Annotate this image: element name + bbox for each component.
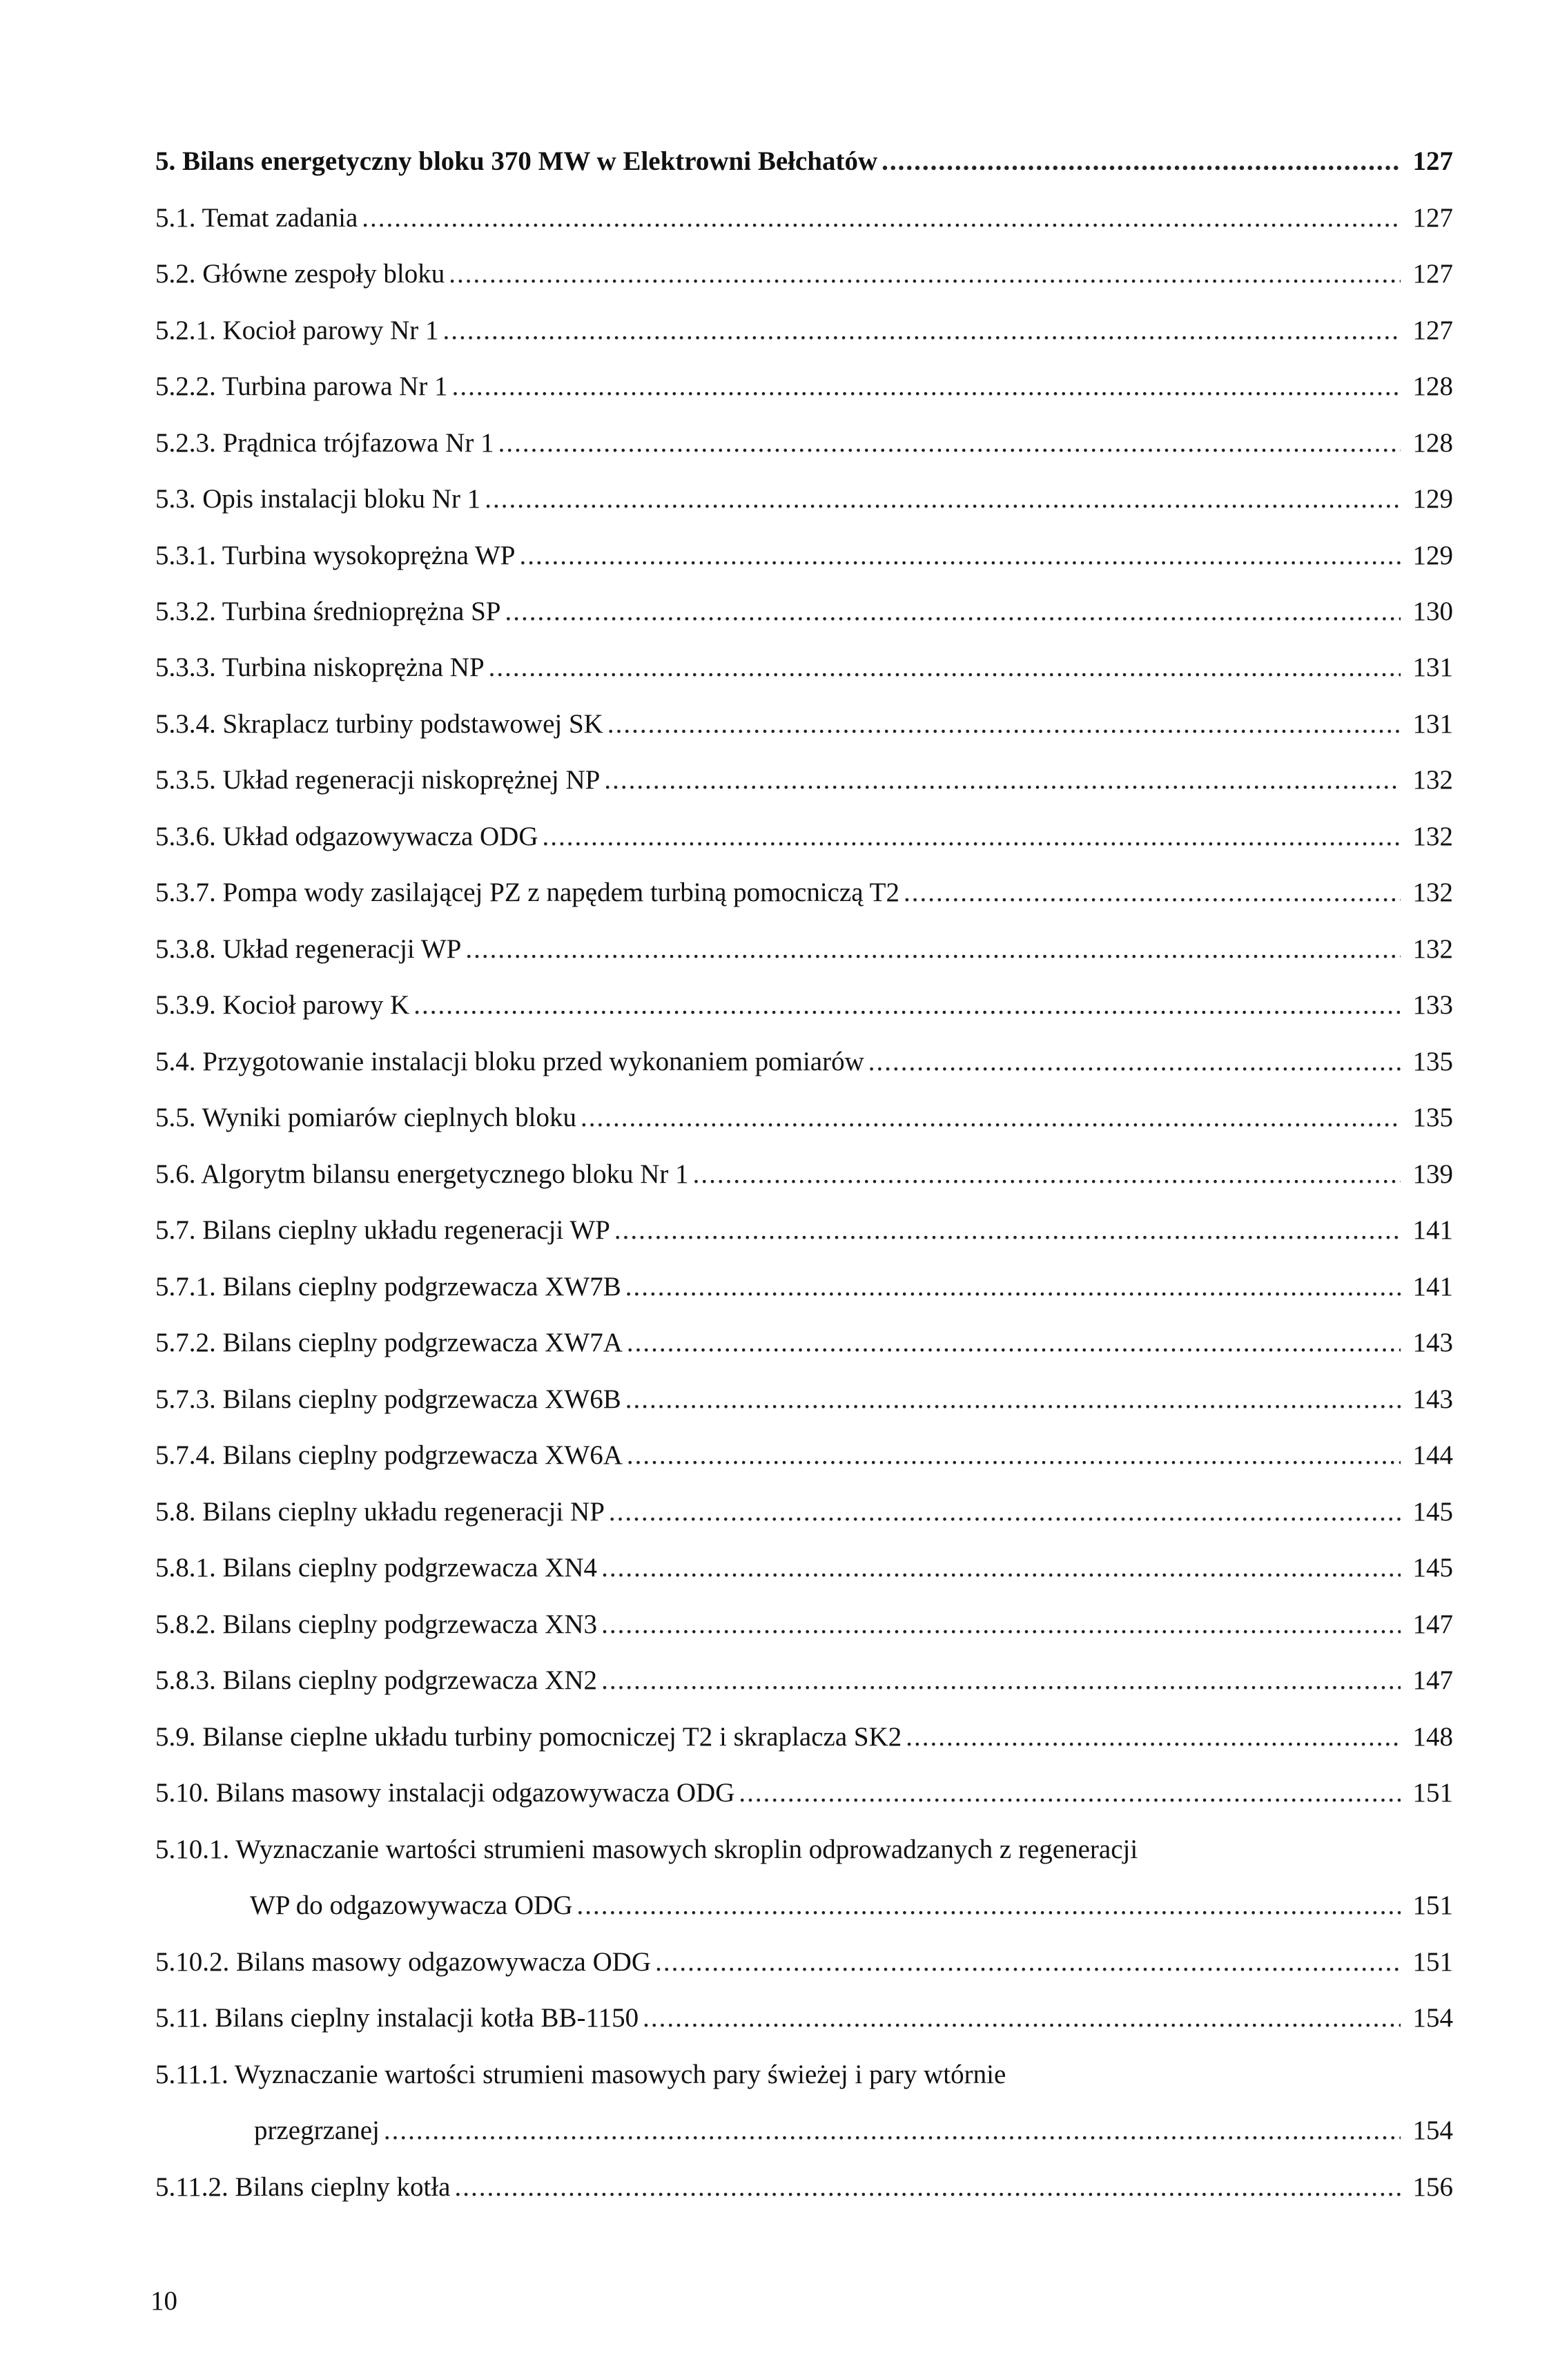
dot-leader xyxy=(505,591,1401,632)
dot-leader xyxy=(489,647,1401,688)
toc-entry-title: 5.7.4. Bilans cieplny podgrzewacza XW6A xyxy=(155,1440,623,1470)
dot-leader xyxy=(609,1491,1401,1533)
dot-leader xyxy=(655,1942,1401,1983)
toc-entry-5-3-3 xyxy=(155,647,1453,688)
toc-entry-title: 5.2.2. Turbina parowa Nr 1 xyxy=(155,371,448,401)
toc-entry-page: 131 xyxy=(1412,652,1453,682)
toc-entry-5-3-7 xyxy=(155,872,1453,913)
toc-entry-title: 5.8. Bilans cieplny układu regeneracji NP xyxy=(155,1497,605,1527)
toc-entry-title: 5.3.1. Turbina wysokoprężna WP xyxy=(155,541,516,570)
toc-entry-title: 5.3. Opis instalacji bloku Nr 1 xyxy=(155,484,481,514)
dot-leader xyxy=(577,1885,1401,1926)
toc-entry-title: 5.10. Bilans masowy instalacji odgazowywacza ODG xyxy=(155,1778,735,1808)
toc-entry-title: 5.8.3. Bilans cieplny podgrzewacza XN2 xyxy=(155,1665,598,1695)
toc-entry-page: 145 xyxy=(1412,1497,1453,1527)
toc-entry-title: 5.2. Główne zespoły bloku xyxy=(155,259,445,289)
toc-entry-title: 5.4. Przygotowanie instalacji bloku przed wykonaniem pomiarów xyxy=(155,1047,864,1076)
dot-leader xyxy=(413,985,1401,1026)
dot-leader xyxy=(485,478,1401,520)
toc-entry-5-11-1-continuation xyxy=(254,2110,1453,2151)
toc-entry-5-7 xyxy=(155,1210,1453,1251)
dot-leader xyxy=(452,366,1401,407)
toc-entry-page: 145 xyxy=(1412,1553,1453,1583)
toc-entry-title: 5.1. Temat zadania xyxy=(155,203,358,233)
dot-leader xyxy=(384,2110,1401,2151)
toc-entry-5-3-5 xyxy=(155,760,1453,801)
toc-entry-5-2-3 xyxy=(155,423,1453,464)
dot-leader xyxy=(739,1772,1401,1814)
toc-entry-5-3-4 xyxy=(155,704,1453,745)
toc-entry-title: 5.3.6. Układ odgazowywacza ODG xyxy=(155,822,538,851)
dot-leader xyxy=(643,1997,1401,2039)
toc-entry-page: 129 xyxy=(1412,541,1453,570)
toc-entry-title: 5.8.1. Bilans cieplny podgrzewacza XN4 xyxy=(155,1553,598,1583)
toc-entry-page: 132 xyxy=(1412,934,1453,964)
toc-entry-title: 5.3.3. Turbina niskoprężna NP xyxy=(155,652,485,682)
toc-entry-page: 129 xyxy=(1412,484,1453,514)
toc-entry-5-11-2 xyxy=(155,2167,1453,2208)
toc-entry-title: 5.11.1. Wyznaczanie wartości strumieni masowych pary świeżej i pary wtórnie xyxy=(155,2060,1006,2089)
dot-leader xyxy=(543,816,1401,858)
toc-entry-5-7-1 xyxy=(155,1266,1453,1308)
toc-entry-5-3-6 xyxy=(155,816,1453,858)
toc-entry-title: 5.3.4. Skraplacz turbiny podstawowej SK xyxy=(155,709,603,739)
toc-entry-page: 135 xyxy=(1412,1103,1453,1132)
dot-leader xyxy=(601,1547,1401,1589)
toc-entry-5-3-9 xyxy=(155,985,1453,1026)
toc-entry-page: 133 xyxy=(1412,990,1453,1020)
toc-entry-5-3 xyxy=(155,478,1453,520)
dot-leader xyxy=(625,1379,1401,1420)
dot-leader xyxy=(625,1266,1401,1308)
toc-entry-5-8-1 xyxy=(155,1547,1453,1589)
toc-entry-page: 141 xyxy=(1412,1272,1453,1302)
dot-leader xyxy=(362,197,1401,239)
toc-entry-page: 151 xyxy=(1412,1778,1453,1808)
toc-entry-5-9 xyxy=(155,1716,1453,1758)
toc-entry-page: 128 xyxy=(1412,371,1453,401)
toc-entry-5-11-1 xyxy=(155,2054,1453,2096)
toc-entry-5-7-2 xyxy=(155,1322,1453,1364)
toc-entry-5-4 xyxy=(155,1041,1453,1083)
dot-leader xyxy=(449,253,1401,295)
toc-entry-page: 127 xyxy=(1412,259,1453,289)
toc-entry-5-1 xyxy=(155,197,1453,239)
toc-entry-title: 5.9. Bilanse cieplne układu turbiny pomocniczej T2 i skraplacza SK2 xyxy=(155,1722,902,1752)
dot-leader xyxy=(601,1604,1401,1645)
dot-leader xyxy=(465,929,1401,970)
toc-entry-title: 5.7.1. Bilans cieplny podgrzewacza XW7B xyxy=(155,1272,621,1302)
toc-entry-page: 132 xyxy=(1412,765,1453,795)
toc-entry-title: 5.2.3. Prądnica trójfazowa Nr 1 xyxy=(155,428,494,458)
toc-entry-page: 132 xyxy=(1412,822,1453,851)
toc-entry-5-10-1-continuation xyxy=(250,1885,1453,1926)
toc-entry-page: 127 xyxy=(1412,146,1453,176)
toc-entry-5-5 xyxy=(155,1097,1453,1139)
toc-entry-page: 139 xyxy=(1412,1159,1453,1189)
toc-entry-page: 128 xyxy=(1412,428,1453,458)
dot-leader xyxy=(881,141,1401,182)
dot-leader xyxy=(604,760,1401,801)
toc-entry-title-continuation: WP do odgazowywacza ODG xyxy=(250,1890,573,1920)
toc-entry-page: 154 xyxy=(1412,2116,1453,2145)
toc-entry-title: 5.7.2. Bilans cieplny podgrzewacza XW7A xyxy=(155,1328,623,1357)
dot-leader xyxy=(614,1210,1401,1251)
toc-entry-title: 5.7.3. Bilans cieplny podgrzewacza XW6B xyxy=(155,1384,621,1414)
toc-entry-title: 5.11. Bilans cieplny instalacji kotła BB-1150 xyxy=(155,2003,639,2033)
toc-entry-page: 156 xyxy=(1412,2172,1453,2202)
toc-entry-title-continuation: przegrzanej xyxy=(254,2116,380,2145)
toc-entry-5-10-2 xyxy=(155,1942,1453,1983)
toc-entry-5-3-8 xyxy=(155,929,1453,970)
toc-entry-5-7-4 xyxy=(155,1435,1453,1476)
toc-entry-5-6 xyxy=(155,1154,1453,1195)
toc-entry-5-10 xyxy=(155,1772,1453,1814)
toc-entry-title: 5.2.1. Kocioł parowy Nr 1 xyxy=(155,316,439,345)
toc-entry-5-8-2 xyxy=(155,1604,1453,1645)
dot-leader xyxy=(581,1097,1401,1139)
toc-entry-page: 143 xyxy=(1412,1384,1453,1414)
toc-entry-5-3-1 xyxy=(155,535,1453,577)
dot-leader xyxy=(498,423,1401,464)
dot-leader xyxy=(627,1435,1401,1476)
toc-entry-5-8-3 xyxy=(155,1660,1453,1701)
toc-entry-title: 5.3.7. Pompa wody zasilającej PZ z napędem turbiną pomocniczą T2 xyxy=(155,878,899,907)
toc-entry-page: 148 xyxy=(1412,1722,1453,1752)
dot-leader xyxy=(455,2167,1401,2208)
dot-leader xyxy=(906,1716,1401,1758)
toc-entry-title: 5.3.5. Układ regeneracji niskoprężnej NP xyxy=(155,765,601,795)
toc-entry-5-11 xyxy=(155,1997,1453,2039)
toc-entry-5 xyxy=(155,141,1453,182)
dot-leader xyxy=(519,535,1401,577)
toc-entry-5-2 xyxy=(155,253,1453,295)
toc-entry-5-2-1 xyxy=(155,310,1453,351)
toc-entry-page: 127 xyxy=(1412,203,1453,233)
toc-entry-title: 5.7. Bilans cieplny układu regeneracji WP xyxy=(155,1215,610,1245)
dot-leader xyxy=(607,704,1401,745)
toc-entry-page: 141 xyxy=(1412,1215,1453,1245)
toc-entry-page: 147 xyxy=(1412,1609,1453,1639)
dot-leader xyxy=(693,1154,1401,1195)
toc-entry-5-2-2 xyxy=(155,366,1453,407)
toc-entry-page: 143 xyxy=(1412,1328,1453,1357)
dot-leader xyxy=(868,1041,1401,1083)
toc-entry-5-3-2 xyxy=(155,591,1453,632)
toc-entry-page: 144 xyxy=(1412,1440,1453,1470)
toc-entry-page: 147 xyxy=(1412,1665,1453,1695)
toc-entry-page: 154 xyxy=(1412,2003,1453,2033)
toc-entry-page: 130 xyxy=(1412,597,1453,626)
toc-entry-page: 135 xyxy=(1412,1047,1453,1076)
toc-entry-title: 5.10.1. Wyznaczanie wartości strumieni masowych skroplin odprowadzanych z regeneracji xyxy=(155,1835,1138,1864)
toc-entry-page: 151 xyxy=(1412,1947,1453,1977)
page-number: 10 xyxy=(150,2286,177,2316)
toc-entry-title: 5.3.2. Turbina średnioprężna SP xyxy=(155,597,501,626)
dot-leader xyxy=(601,1660,1401,1701)
dot-leader xyxy=(904,872,1401,913)
toc-entry-page: 131 xyxy=(1412,709,1453,739)
toc-entry-5-8 xyxy=(155,1491,1453,1533)
toc-entry-title: 5. Bilans energetyczny bloku 370 MW w Elektrowni Bełchatów xyxy=(155,146,878,176)
toc-entry-title: 5.3.8. Układ regeneracji WP xyxy=(155,934,462,964)
toc-entry-5-7-3 xyxy=(155,1379,1453,1420)
toc-entry-page: 132 xyxy=(1412,878,1453,907)
toc-entry-5-10-1 xyxy=(155,1829,1453,1870)
dot-leader xyxy=(627,1322,1401,1364)
toc-entry-title: 5.5. Wyniki pomiarów cieplnych bloku xyxy=(155,1103,577,1132)
dot-leader xyxy=(443,310,1401,351)
toc-entry-title: 5.8.2. Bilans cieplny podgrzewacza XN3 xyxy=(155,1609,598,1639)
toc-entry-title: 5.10.2. Bilans masowy odgazowywacza ODG xyxy=(155,1947,652,1977)
toc-entry-page: 151 xyxy=(1412,1890,1453,1920)
toc-entry-title: 5.6. Algorytm bilansu energetycznego bloku Nr 1 xyxy=(155,1159,689,1189)
toc-entry-page: 127 xyxy=(1412,316,1453,345)
toc-entry-title: 5.11.2. Bilans cieplny kotła xyxy=(155,2172,451,2202)
toc-entry-title: 5.3.9. Kocioł parowy K xyxy=(155,990,410,1020)
